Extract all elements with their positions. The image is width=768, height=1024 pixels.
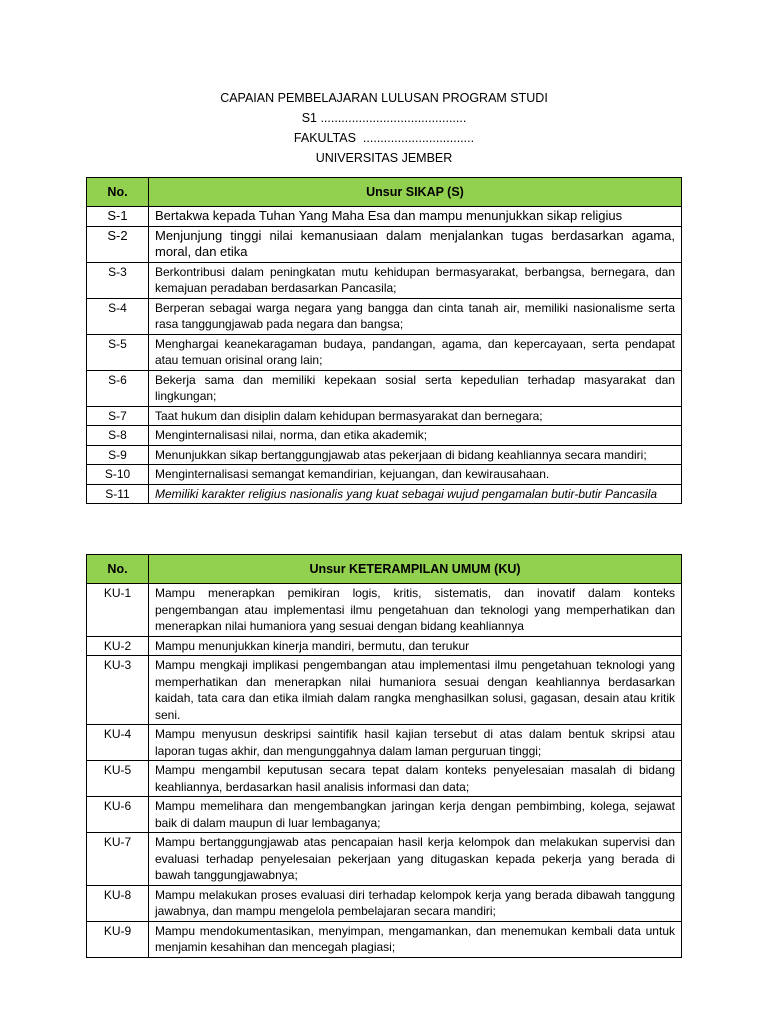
row-code: KU-8 xyxy=(87,885,149,921)
row-text: Mampu memelihara dan mengembangkan jaringan kerja dengan pembimbing, kolega, sejawat baik di dalam maupun di luar lembaganya; xyxy=(149,797,682,833)
row-text: Mampu mengkaji implikasi pengembangan atau implementasi ilmu pengetahuan teknologi yang memperhatikan dan menerapkan nilai humaniora sesuai dengan keahliannya berdasarkan kaidah, tata cara dan etika ilmiah dalam rangka menghasilkan solusi, gagasan, desain atau kritik seni. xyxy=(149,656,682,725)
row-text: Bekerja sama dan memiliki kepekaan sosial serta kepedulian terhadap masyarakat dan lingkungan; xyxy=(149,370,682,406)
table-row xyxy=(87,207,682,227)
row-code: KU-9 xyxy=(87,921,149,957)
table-row xyxy=(87,636,682,656)
row-text: Berperan sebagai warga negara yang bangga dan cinta tanah air, memiliki nasionalisme serta rasa tanggungjawab pada negara dan bangsa; xyxy=(149,298,682,334)
row-code: S-3 xyxy=(87,262,149,298)
row-code: S-1 xyxy=(87,207,149,227)
table-row xyxy=(87,885,682,921)
table-row xyxy=(87,584,682,637)
table-row xyxy=(87,262,682,298)
table-row xyxy=(87,725,682,761)
table-row xyxy=(87,484,682,504)
row-code: KU-6 xyxy=(87,797,149,833)
table-row xyxy=(87,921,682,957)
row-text: Mampu mendokumentasikan, menyimpan, mengamankan, dan menemukan kembali data untuk menjamin kesahihan dan mencegah plagiasi; xyxy=(149,921,682,957)
row-text: Mampu menunjukkan kinerja mandiri, bermutu, dan terukur xyxy=(149,636,682,656)
keterampilan-umum-table xyxy=(86,554,682,958)
row-text: Menunjukkan sikap bertanggungjawab atas pekerjaan di bidang keahliannya secara mandiri; xyxy=(149,445,682,465)
row-text: Menghargai keanekaragaman budaya, pandangan, agama, dan kepercayaan, serta pendapat atau temuan orisinal orang lain; xyxy=(149,334,682,370)
column-header-sikap: Unsur SIKAP (S) xyxy=(149,178,682,207)
row-code: S-6 xyxy=(87,370,149,406)
row-text: Berkontribusi dalam peningkatan mutu kehidupan bermasyarakat, berbangsa, bernegara, dan kemajuan peradaban berdasarkan Pancasila; xyxy=(149,262,682,298)
row-code: KU-3 xyxy=(87,656,149,725)
sikap-table xyxy=(86,177,682,504)
document-header xyxy=(0,88,768,168)
row-code: KU-2 xyxy=(87,636,149,656)
row-code: S-11 xyxy=(87,484,149,504)
row-text: Menginternalisasi semangat kemandirian, kejuangan, dan kewirausahaan. xyxy=(149,465,682,485)
table-row xyxy=(87,656,682,725)
table-row xyxy=(87,298,682,334)
table-row xyxy=(87,334,682,370)
column-header-no: No. xyxy=(87,178,149,207)
row-text: Mampu bertanggungjawab atas pencapaian hasil kerja kelompok dan melakukan supervisi dan evaluasi terhadap penyelesaian pekerjaan yang ditugaskan kepada pekerja yang berada di bawah tanggungjawabnya; xyxy=(149,833,682,886)
row-text: Menginternalisasi nilai, norma, dan etika akademik; xyxy=(149,426,682,446)
row-code: S-5 xyxy=(87,334,149,370)
row-text: Mampu menyusun deskripsi saintifik hasil kajian tersebut di atas dalam bentuk skripsi atau laporan tugas akhir, dan mengunggahnya dalam laman perguruan tinggi; xyxy=(149,725,682,761)
table-header-row xyxy=(87,178,682,207)
row-text: Menjunjung tinggi nilai kemanusiaan dalam menjalankan tugas berdasarkan agama, moral, dan etika xyxy=(149,226,682,262)
header-program: S1 .......................................... xyxy=(301,111,467,125)
row-text: Mampu menerapkan pemikiran logis, kritis, sistematis, dan inovatif dalam konteks pengembangan atau implementasi ilmu pengetahuan dan teknologi yang memperhatikan dan menerapkan nilai humaniora yang sesuai dengan bidang keahliannya xyxy=(149,584,682,637)
row-code: S-9 xyxy=(87,445,149,465)
row-text: Mampu mengambil keputusan secara tepat dalam konteks penyelesaian masalah di bidang keahliannya, berdasarkan hasil analisis informasi dan data; xyxy=(149,761,682,797)
table-row xyxy=(87,406,682,426)
table-row xyxy=(87,226,682,262)
table-row xyxy=(87,797,682,833)
row-code: KU-7 xyxy=(87,833,149,886)
row-code: S-2 xyxy=(87,226,149,262)
table-row xyxy=(87,426,682,446)
row-text: Memiliki karakter religius nasionalis yang kuat sebagai wujud pengamalan butir-butir Pancasila xyxy=(149,484,682,504)
table-header-row xyxy=(87,555,682,584)
table-row xyxy=(87,465,682,485)
row-text: Taat hukum dan disiplin dalam kehidupan bermasyarakat dan bernegara; xyxy=(149,406,682,426)
row-code: KU-5 xyxy=(87,761,149,797)
table-row xyxy=(87,370,682,406)
row-code: KU-4 xyxy=(87,725,149,761)
header-university: UNIVERSITAS JEMBER xyxy=(315,151,453,165)
row-code: KU-1 xyxy=(87,584,149,637)
table-row xyxy=(87,833,682,886)
table-row xyxy=(87,445,682,465)
row-code: S-8 xyxy=(87,426,149,446)
row-text: Bertakwa kepada Tuhan Yang Maha Esa dan mampu menunjukkan sikap religius xyxy=(149,207,682,227)
table-row xyxy=(87,761,682,797)
row-text: Mampu melakukan proses evaluasi diri terhadap kelompok kerja yang berada dibawah tanggung jawabnya, dan mampu mengelola pembelajaran secara mandiri; xyxy=(149,885,682,921)
header-faculty: FAKULTAS ................................ xyxy=(293,131,475,145)
row-code: S-7 xyxy=(87,406,149,426)
header-title: CAPAIAN PEMBELAJARAN LULUSAN PROGRAM STUDI xyxy=(220,91,548,105)
row-code: S-4 xyxy=(87,298,149,334)
row-code: S-10 xyxy=(87,465,149,485)
column-header-no: No. xyxy=(87,555,149,584)
column-header-ku: Unsur KETERAMPILAN UMUM (KU) xyxy=(149,555,682,584)
